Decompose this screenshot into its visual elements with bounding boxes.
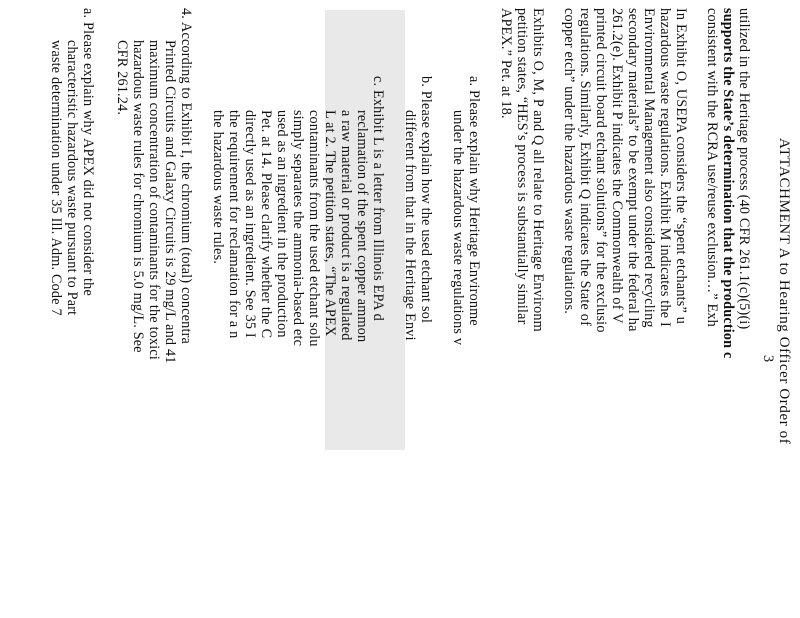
list-item-b: b. Please explain how the used etchant sol [418,76,434,324]
list-item-4: 4. According to Exhibit I, the chromium (total) concentra [178,8,194,345]
body-line: the requirement for reclamation for a n [226,110,242,339]
body-line: APEX.” Pet. at 18. [498,8,514,119]
page-title: ATTACHMENT A to Hearing Officer Order of [776,138,792,445]
body-line: under the hazardous waste regulations v [450,110,466,346]
body-line: secondary materials” to be exempt under the federal ha [625,8,641,332]
body-line: the hazardous waste rules. [210,110,226,265]
body-line: L at 2. The petition states, “The APEX [322,110,338,337]
body-line: used as an ingredient in the production [274,110,290,338]
body-line: hazardous waste rules for chromium is 5.0 mg/L. See [130,40,146,353]
list-item-c: c. Exhibit L is a letter from Illinois EPA d [370,76,386,321]
body-line: Exhibits O, M, P and Q all relate to Heritage Environm [530,8,546,332]
body-line: petition states, “HES’s process is substantially similar [514,8,530,325]
body-line: reclamation of the spent copper ammon [354,110,370,343]
list-item-a: a. Please explain why Heritage Environme [466,76,482,326]
body-line: copper etch” under the hazardous waste regulations. [561,8,577,315]
body-line: consistent with the RCRA use/reuse exclusion…” Exh [704,8,720,327]
body-line: a raw material or product is a regulated [338,110,354,341]
body-line: Environmental Management also considered recycling [641,8,657,328]
body-line: 261.2(e). Exhibit P indicates the Commonwealth of V [609,8,625,324]
body-line: waste determination under 35 Ill. Adm. Code 7 [48,40,64,316]
body-line: contaminants from the used etchant solu [306,110,322,347]
body-line: simply separates the ammonia-based etc [290,110,306,347]
body-line: maximum concentration of contaminants for the toxici [146,40,162,361]
body-line: different from that in the Heritage Envi [402,110,418,341]
body-line: supports the State’s determination that the production c [720,8,736,359]
page-number: 3 [760,355,776,363]
body-line: printed circuit board etchant solutions” for the exclusio [593,8,609,333]
body-line: In Exhibit O, USEPA considers the “spent etchants” u [673,8,689,325]
body-line: Pet. at 14. Please clarify whether the C [258,110,274,339]
body-line: characteristic hazardous waste pursuant to Part [64,40,80,316]
body-line: directly used as an ingredient. See 35 I [242,110,258,338]
body-line: CFR 261.24. [114,40,130,116]
body-line: utilized in the Heritage process (40 CFR 261.1(c)(5)(i) [736,8,752,330]
body-line: Printed Circuits and Galaxy Circuits is 29 mg/L and 41 [162,40,178,364]
list-item-a: a. Please explain why APEX did not consider the [80,8,96,296]
body-line: hazardous waste regulations. Exhibit M indicates the I [657,8,673,327]
body-line: regulations. Similarly, Exhibit Q indicates the State of [577,8,593,327]
